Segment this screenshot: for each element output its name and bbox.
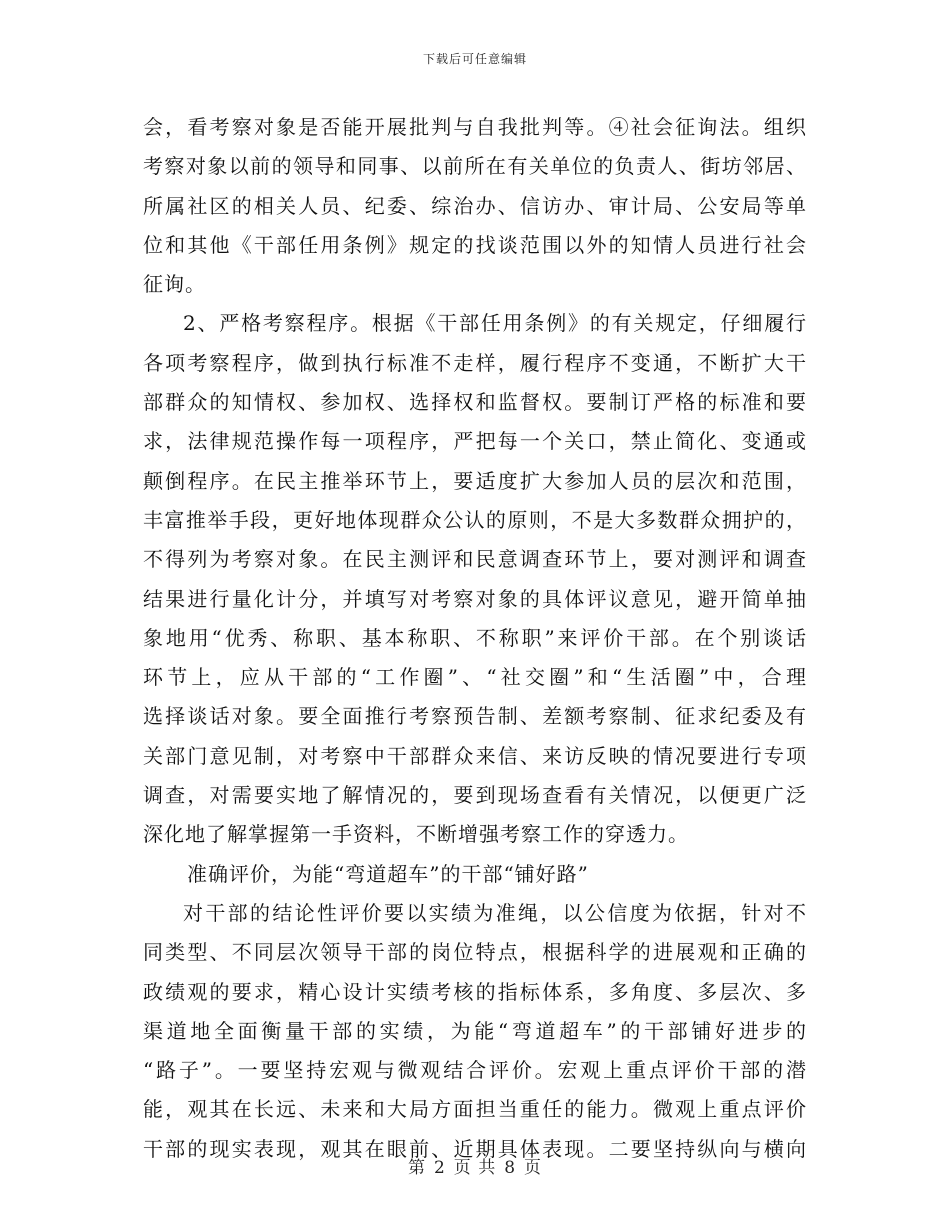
body-line: 2、严格考察程序。根据《干部任用条例》的有关规定，仔细履行 xyxy=(183,311,807,336)
page-header xyxy=(0,50,950,67)
page-footer xyxy=(0,1153,950,1178)
body-line: 颠倒程序。在民主推举环节上，要适度扩大参加人员的层次和范围， xyxy=(143,468,807,493)
body-line: 能，观其在长远、未来和大局方面担当重任的能力。微观上重点评价 xyxy=(143,1097,807,1122)
body-line: 位和其他《干部任用条例》规定的找谈范围以外的知情人员进行社会 xyxy=(143,232,807,257)
body-line: 丰富推举手段，更好地体现群众公认的原则，不是大多数群众拥护的， xyxy=(143,507,807,532)
body-line: 政绩观的要求，精心设计实绩考核的指标体系，多角度、多层次、多 xyxy=(143,979,807,1004)
page-label-prefix: 第 xyxy=(407,1158,426,1178)
body-line: 选择谈话对象。要全面推行考察预告制、差额考察制、征求纪委及有 xyxy=(143,704,807,729)
body-line: 渠道地全面衡量干部的实绩，为能“弯道超车”的干部铺好进步的 xyxy=(143,1018,807,1043)
body-line: 同类型、不同层次领导干部的岗位特点，根据科学的进展观和正确的 xyxy=(143,940,807,965)
section-heading: 准确评价，为能“弯道超车”的干部“铺好路” xyxy=(187,861,589,886)
body-line: 部群众的知情权、参加权、选择权和监督权。要制订严格的标准和要 xyxy=(143,390,807,415)
body-line: 各项考察程序，做到执行标准不走样，履行程序不变通，不断扩大干 xyxy=(143,350,807,375)
body-line: 关部门意见制，对考察中干部群众来信、来访反映的情况要进行专项 xyxy=(143,743,807,768)
body-line: 求，法律规范操作每一项程序，严把每一个关口，禁止简化、变通或 xyxy=(143,429,807,454)
page-label-suffix: 页 xyxy=(524,1158,543,1178)
page-number-current: 2 xyxy=(433,1158,446,1178)
body-line: 深化地了解掌握第一手资料，不断增强考察工作的穿透力。 xyxy=(143,822,689,847)
body-line: 会，看考察对象是否能开展批判与自我批判等。④社会征询法。组织 xyxy=(143,115,807,139)
body-line: 所属社区的相关人员、纪委、综治办、信访办、审计局、公安局等单 xyxy=(143,193,807,218)
document-body xyxy=(143,108,807,1169)
body-line: “路子”。一要坚持宏观与微观结合评价。宏观上重点评价干部的潜 xyxy=(143,1058,807,1083)
body-line: 环节上，应从干部的“工作圈”、“社交圈”和“生活圈”中，合理 xyxy=(143,665,807,690)
body-line: 征询。 xyxy=(143,272,206,297)
header-text: 下载后可任意编辑 xyxy=(422,52,527,66)
page-number-total: 8 xyxy=(504,1158,517,1178)
body-line: 不得列为考察对象。在民主测评和民意调查环节上，要对测评和调查 xyxy=(143,547,807,572)
body-line: 对干部的结论性评价要以实绩为准绳，以公信度为依据，针对不 xyxy=(183,900,807,925)
body-line: 结果进行量化计分，并填写对考察对象的具体评议意见，避开简单抽 xyxy=(143,586,807,611)
body-line: 调查，对需要实地了解情况的，要到现场查看有关情况，以便更广泛 xyxy=(143,783,807,808)
page-label-mid: 页 共 xyxy=(453,1158,497,1178)
body-line: 考察对象以前的领导和同事、以前所在有关单位的负责人、街坊邻居、 xyxy=(143,154,807,179)
body-line: 象地用“优秀、称职、基本称职、不称职”来评价干部。在个别谈话 xyxy=(143,625,807,650)
body-line: 干部的现实表现，观其在眼前、近期具体表现。二要坚持纵向与横向 xyxy=(143,1136,807,1161)
